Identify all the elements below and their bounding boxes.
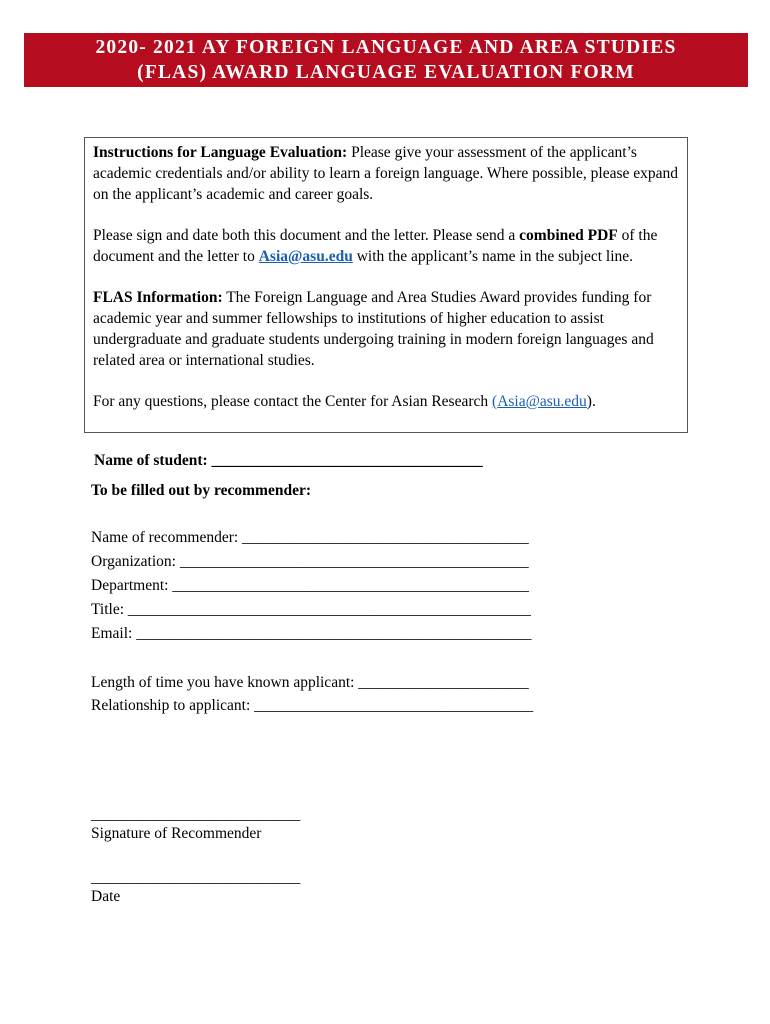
organization-field[interactable]: Organization: _____________________________________________ [91,553,529,570]
submission-text-b: of the document and the letter to [93,227,658,265]
department-field[interactable]: Department: ______________________________________________ [91,577,529,594]
email-field[interactable]: Email: ___________________________________________________ [91,625,532,642]
contact-text: For any questions, please contact the Center for Asian Research [93,393,493,410]
submission-combined-pdf: combined PDF [519,227,618,244]
signature-label: Signature of Recommender [91,825,262,842]
signature-line[interactable]: ___________________________ [91,806,301,823]
instructions-paragraph [93,142,679,205]
flas-info-label: FLAS Information: [93,289,223,306]
relationship-field[interactable]: Relationship to applicant: ____________________________________ [91,697,534,714]
submission-text-c: with the applicant’s name in the subject line. [352,248,634,265]
form-title-banner [24,33,748,87]
contact-close-paren: ). [586,393,596,410]
instructions-box [84,137,688,433]
instructions-text: Please give your assessment of the applicant’s academic credentials and/or ability to learn a foreign language. Where possible, please expand on the applicant’s academic and career goals. [93,144,679,203]
date-line[interactable]: ___________________________ [91,869,301,886]
student-name-field[interactable]: Name of student: ___________________________________ [94,452,483,469]
title-field[interactable]: Title: ____________________________________________________ [91,601,531,618]
contact-open-paren: ( [492,393,498,410]
instructions-label: Instructions for Language Evaluation: [93,144,348,161]
flas-info-text: The Foreign Language and Area Studies Award provides funding for academic year and summer fellowships to institutions of higher education to assist undergraduate and graduate students undergoing training in modern foreign languages and related area or international studies. [93,289,654,369]
submission-text-a: Please sign and date both this document and the letter. Please send a [93,227,520,244]
submission-paragraph [93,225,679,267]
contact-paragraph [93,391,679,412]
known-length-field[interactable]: Length of time you have known applicant: ______________________ [91,674,529,691]
contact-email-link[interactable]: Asia@asu.edu [497,393,587,410]
date-label: Date [91,888,121,905]
recommender-heading: To be filled out by recommender: [91,482,311,499]
flas-info-paragraph [93,287,679,371]
submission-email-link[interactable]: Asia@asu.edu [258,248,353,265]
form-title-line-2: (FLAS) AWARD LANGUAGE EVALUATION FORM [137,62,635,83]
form-title-line-1: 2020- 2021 AY FOREIGN LANGUAGE AND AREA STUDIES [95,37,677,58]
recommender-name-field[interactable]: Name of recommender: _____________________________________ [91,529,529,546]
